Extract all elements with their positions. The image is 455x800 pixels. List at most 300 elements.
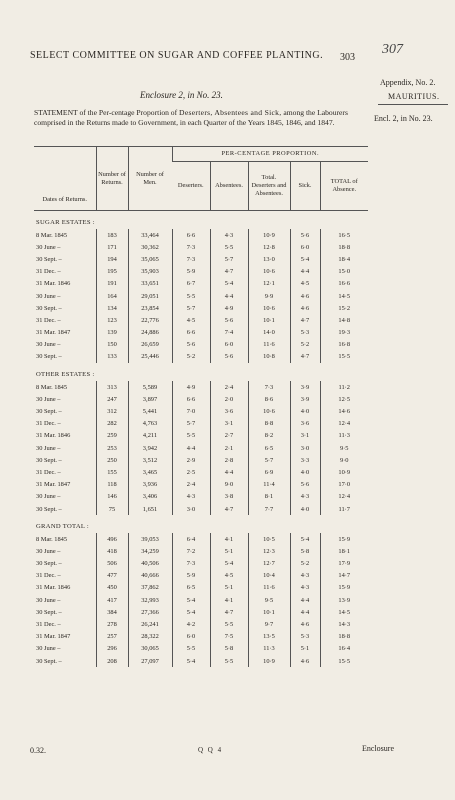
cell-absentees: 5·5 [210,241,248,253]
cell-deserters: 6·6 [172,393,210,405]
cell-sick: 3·9 [290,393,320,405]
cell-deserters: 6·7 [172,278,210,290]
cell-number-returns: 296 [96,643,128,655]
cell-number-men: 5,441 [128,405,172,417]
cell-sick: 5·4 [290,253,320,265]
cell-date: 30 June – [36,493,61,501]
cell-total-da: 10·4 [248,570,290,582]
cell-sick: 4·0 [290,405,320,417]
table-row [34,479,368,491]
table-row [34,302,368,314]
cell-sick: 3·0 [290,442,320,454]
cell-total-absence: 9·0 [320,454,368,466]
cell-number-returns: 312 [96,405,128,417]
table-row [34,241,368,253]
cell-deserters: 5·2 [172,351,210,363]
cell-deserters: 4·4 [172,442,210,454]
cell-number-returns: 123 [96,314,128,326]
cell-deserters: 5·5 [172,643,210,655]
cell-sick: 6·0 [290,241,320,253]
cell-absentees: 5·7 [210,253,248,265]
cell-total-da: 10·8 [248,351,290,363]
section-heading-row [34,515,368,533]
cell-sick: 5·2 [290,558,320,570]
cell-sick: 3·9 [290,381,320,393]
cell-number-returns: 384 [96,606,128,618]
cell-deserters: 6·5 [172,582,210,594]
cell-deserters: 6·0 [172,631,210,643]
cell-total-absence: 14·7 [320,570,368,582]
cell-deserters: 7·3 [172,558,210,570]
cell-date: 31 Dec. – [36,420,61,428]
cell-absentees: 4·4 [210,466,248,478]
cell-number-returns: 417 [96,594,128,606]
cell-number-men: 39,053 [128,533,172,545]
cell-date: 31 Mar. 1847 [36,329,71,337]
table-row [34,327,368,339]
table-row [34,442,368,454]
cell-number-men: 26,659 [128,339,172,351]
cell-total-absence: 15·9 [320,533,368,545]
cell-number-men: 5,589 [128,381,172,393]
percentage-table [34,146,368,667]
cell-date: 8 Mar. 1845 [36,535,68,543]
cell-deserters: 7·2 [172,545,210,557]
cell-number-men: 27,097 [128,655,172,667]
cell-date: 8 Mar. 1845 [36,383,68,391]
cell-total-absence: 18·1 [320,545,368,557]
cell-deserters: 5·4 [172,655,210,667]
table-row [34,381,368,393]
cell-deserters: 5·5 [172,290,210,302]
table-row [34,582,368,594]
cell-total-absence: 15·5 [320,351,368,363]
cell-date: 31 Dec. – [36,468,61,476]
cell-deserters: 7·3 [172,253,210,265]
cell-total-absence: 18·8 [320,631,368,643]
table-row [34,229,368,241]
cell-number-men: 1,651 [128,503,172,515]
cell-date: 31 Dec. – [36,621,61,629]
enclosure-title: Enclosure 2, in No. 23. [140,90,223,100]
cell-absentees: 2·0 [210,393,248,405]
cell-total-da: 11·4 [248,479,290,491]
footer-paper-number: 0.32. [30,746,46,755]
cell-total-absence: 12·4 [320,418,368,430]
cell-absentees: 4·7 [210,503,248,515]
cell-number-men: 35,903 [128,266,172,278]
cell-sick: 5·1 [290,643,320,655]
side-appendix: Appendix, No. 2. [380,78,436,87]
cell-date: 30 Sept. – [36,657,62,665]
cell-total-da: 12·3 [248,545,290,557]
cell-absentees: 9·0 [210,479,248,491]
section-title: OTHER ESTATES : [36,370,95,378]
cell-total-da: 11·3 [248,643,290,655]
cell-total-absence: 15·9 [320,582,368,594]
table-row [34,655,368,667]
cell-number-men: 34,259 [128,545,172,557]
cell-total-da: 11·6 [248,339,290,351]
cell-sick: 5·4 [290,533,320,545]
cell-number-returns: 118 [96,479,128,491]
cell-deserters: 4·3 [172,491,210,503]
cell-date: 31 Mar. 1846 [36,584,71,592]
cell-total-da: 14·0 [248,327,290,339]
cell-absentees: 3·6 [210,405,248,417]
cell-total-da: 11·6 [248,582,290,594]
cell-absentees: 5·6 [210,314,248,326]
section-heading-row [34,211,368,230]
cell-number-returns: 418 [96,545,128,557]
statement-suffix: among the Labourers comprised in the Returns made to Government, in each Quarter of the Years 1845, 1846, and 1847. [34,108,348,127]
cell-total-absence: 14·8 [320,314,368,326]
cell-date: 30 Sept. – [36,608,62,616]
header-total-deserters-absentees: Total. Deserters and Absentees. [248,162,290,211]
cell-number-returns: 450 [96,582,128,594]
cell-number-returns: 253 [96,442,128,454]
cell-total-da: 12·8 [248,241,290,253]
cell-number-men: 4,211 [128,430,172,442]
cell-total-absence: 11·7 [320,503,368,515]
cell-sick: 3·1 [290,430,320,442]
table-row [34,594,368,606]
table-row [34,278,368,290]
cell-absentees: 5·1 [210,582,248,594]
cell-total-absence: 16·5 [320,229,368,241]
cell-deserters: 5·7 [172,418,210,430]
side-enclosure-ref: Encl. 2, in No. 23. [374,114,433,123]
handwritten-page-number: 307 [382,42,403,57]
cell-sick: 4·3 [290,582,320,594]
cell-number-returns: 155 [96,466,128,478]
cell-sick: 4·4 [290,594,320,606]
cell-absentees: 4·7 [210,266,248,278]
cell-deserters: 5·4 [172,594,210,606]
cell-date: 30 Sept. – [36,353,62,361]
table-row [34,533,368,545]
cell-total-absence: 15·5 [320,655,368,667]
cell-number-men: 4,763 [128,418,172,430]
table-row [34,570,368,582]
side-divider [378,104,448,105]
cell-total-absence: 19·3 [320,327,368,339]
cell-total-absence: 17·9 [320,558,368,570]
cell-total-absence: 18·8 [320,241,368,253]
cell-number-returns: 257 [96,631,128,643]
cell-number-returns: 194 [96,253,128,265]
cell-total-da: 8·1 [248,491,290,503]
cell-deserters: 4·5 [172,314,210,326]
table-body [34,211,368,668]
cell-absentees: 2·4 [210,381,248,393]
section-title: GRAND TOTAL : [36,522,90,530]
cell-total-da: 9·9 [248,290,290,302]
cell-sick: 4·7 [290,314,320,326]
header-deserters: Deserters. [172,162,210,211]
cell-total-da: 10·6 [248,302,290,314]
footer-signature-mark: Q Q 4 [198,746,223,754]
table-row [34,266,368,278]
header-number-men: Number of Men. [128,147,172,211]
cell-total-absence: 14·3 [320,618,368,630]
cell-total-absence: 12·4 [320,491,368,503]
cell-sick: 4·0 [290,466,320,478]
cell-date: 31 Mar. 1846 [36,280,71,288]
cell-number-returns: 250 [96,454,128,466]
statement-categories: Deserters, Absentees and Sick, [179,108,282,117]
table-row [34,393,368,405]
cell-total-da: 9·7 [248,618,290,630]
cell-date: 30 Sept. – [36,408,62,416]
cell-absentees: 4·7 [210,606,248,618]
table-row [34,454,368,466]
cell-date: 30 June – [36,292,61,300]
cell-number-men: 23,854 [128,302,172,314]
table-row [34,491,368,503]
cell-number-returns: 477 [96,570,128,582]
cell-sick: 4·4 [290,266,320,278]
cell-number-men: 3,897 [128,393,172,405]
cell-total-absence: 15·0 [320,266,368,278]
cell-number-returns: 247 [96,393,128,405]
cell-sick: 4·6 [290,290,320,302]
cell-total-absence: 14·6 [320,405,368,417]
cell-number-men: 28,322 [128,631,172,643]
cell-sick: 4·6 [290,618,320,630]
cell-number-returns: 506 [96,558,128,570]
cell-number-men: 29,051 [128,290,172,302]
table-row [34,339,368,351]
cell-number-returns: 282 [96,418,128,430]
cell-sick: 4·6 [290,302,320,314]
cell-deserters: 5·9 [172,570,210,582]
cell-total-absence: 12·5 [320,393,368,405]
cell-total-da: 10·6 [248,266,290,278]
cell-number-returns: 183 [96,229,128,241]
cell-absentees: 4·1 [210,533,248,545]
cell-number-returns: 278 [96,618,128,630]
cell-total-da: 10·9 [248,655,290,667]
cell-number-returns: 164 [96,290,128,302]
cell-sick: 4·0 [290,503,320,515]
cell-number-men: 3,406 [128,491,172,503]
cell-sick: 4·3 [290,491,320,503]
cell-deserters: 2·9 [172,454,210,466]
cell-number-men: 32,993 [128,594,172,606]
cell-sick: 4·5 [290,278,320,290]
cell-total-absence: 17·0 [320,479,368,491]
cell-total-da: 10·5 [248,533,290,545]
cell-total-da: 6·5 [248,442,290,454]
table-row [34,351,368,363]
cell-number-men: 3,936 [128,479,172,491]
cell-total-da: 7·7 [248,503,290,515]
cell-absentees: 4·1 [210,594,248,606]
cell-deserters: 6·4 [172,533,210,545]
cell-sick: 4·6 [290,655,320,667]
cell-sick: 5·3 [290,631,320,643]
cell-deserters: 5·6 [172,339,210,351]
cell-sick: 5·3 [290,327,320,339]
cell-absentees: 2·8 [210,454,248,466]
cell-total-da: 10·9 [248,229,290,241]
cell-date: 30 June – [36,596,61,604]
cell-date: 30 June – [36,444,61,452]
cell-absentees: 5·5 [210,618,248,630]
cell-total-da: 12·7 [248,558,290,570]
cell-total-da: 8·8 [248,418,290,430]
cell-number-men: 24,886 [128,327,172,339]
cell-absentees: 4·9 [210,302,248,314]
cell-deserters: 7·0 [172,405,210,417]
cell-absentees: 4·3 [210,229,248,241]
cell-number-returns: 139 [96,327,128,339]
cell-number-men: 33,651 [128,278,172,290]
cell-number-returns: 171 [96,241,128,253]
cell-deserters: 5·5 [172,430,210,442]
cell-absentees: 2·1 [210,442,248,454]
cell-total-absence: 18·4 [320,253,368,265]
cell-total-absence: 11·3 [320,430,368,442]
cell-date: 8 Mar. 1845 [36,231,68,239]
cell-number-men: 3,465 [128,466,172,478]
cell-number-returns: 134 [96,302,128,314]
cell-sick: 5·8 [290,545,320,557]
table-row [34,466,368,478]
table-row [34,545,368,557]
cell-number-returns: 150 [96,339,128,351]
cell-number-returns: 313 [96,381,128,393]
cell-total-absence: 16·8 [320,339,368,351]
cell-total-absence: 14·5 [320,290,368,302]
cell-date: 30 June – [36,645,61,653]
table-row [34,618,368,630]
cell-total-absence: 10·9 [320,466,368,478]
cell-deserters: 6·6 [172,229,210,241]
cell-absentees: 5·5 [210,655,248,667]
cell-sick: 4·3 [290,570,320,582]
cell-number-men: 25,446 [128,351,172,363]
cell-number-men: 37,862 [128,582,172,594]
cell-absentees: 7·4 [210,327,248,339]
cell-absentees: 5·6 [210,351,248,363]
cell-date: 30 June – [36,395,61,403]
cell-number-men: 27,366 [128,606,172,618]
page-number: 303 [340,52,355,63]
cell-deserters: 2·5 [172,466,210,478]
cell-absentees: 3·1 [210,418,248,430]
cell-number-men: 30,362 [128,241,172,253]
cell-sick: 3·6 [290,418,320,430]
statement-heading [34,108,366,128]
cell-deserters: 4·2 [172,618,210,630]
cell-number-returns: 208 [96,655,128,667]
cell-absentees: 5·4 [210,558,248,570]
cell-date: 30 Sept. – [36,560,62,568]
cell-absentees: 4·5 [210,570,248,582]
table-row [34,503,368,515]
cell-total-absence: 16·4 [320,643,368,655]
cell-total-absence: 9·5 [320,442,368,454]
header-number-returns: Number of Returns. [96,147,128,211]
cell-absentees: 7·5 [210,631,248,643]
cell-sick: 5·2 [290,339,320,351]
cell-date: 31 Dec. – [36,268,61,276]
table-row [34,290,368,302]
cell-deserters: 5·4 [172,606,210,618]
cell-number-returns: 146 [96,491,128,503]
cell-absentees: 3·8 [210,491,248,503]
cell-total-absence: 15·2 [320,302,368,314]
header-date: Dates of Returns. [34,147,96,211]
cell-total-da: 8·2 [248,430,290,442]
table-row [34,631,368,643]
cell-date: 30 June – [36,341,61,349]
cell-total-da: 10·1 [248,606,290,618]
cell-total-da: 13·5 [248,631,290,643]
cell-date: 31 Dec. – [36,316,61,324]
cell-sick: 4·7 [290,351,320,363]
cell-sick: 5·6 [290,479,320,491]
table-row [34,558,368,570]
header-sick: Sick. [290,162,320,211]
cell-number-men: 35,065 [128,253,172,265]
header-total-absence: TOTAL of Absence. [320,162,368,211]
cell-total-da: 10·1 [248,314,290,326]
cell-absentees: 2·7 [210,430,248,442]
cell-number-men: 22,776 [128,314,172,326]
cell-sick: 5·6 [290,229,320,241]
table-row [34,606,368,618]
table-row [34,418,368,430]
cell-number-returns: 496 [96,533,128,545]
cell-date: 31 Mar. 1847 [36,633,71,641]
cell-deserters: 2·4 [172,479,210,491]
cell-date: 31 Mar. 1846 [36,432,71,440]
cell-total-absence: 13·9 [320,594,368,606]
cell-total-absence: 16·6 [320,278,368,290]
cell-number-returns: 133 [96,351,128,363]
cell-date: 31 Mar. 1847 [36,481,71,489]
cell-date: 30 June – [36,243,61,251]
cell-number-men: 40,666 [128,570,172,582]
cell-number-returns: 195 [96,266,128,278]
cell-absentees: 4·4 [210,290,248,302]
cell-total-absence: 14·5 [320,606,368,618]
cell-absentees: 5·8 [210,643,248,655]
cell-number-returns: 191 [96,278,128,290]
cell-total-da: 5·7 [248,454,290,466]
cell-total-da: 13·0 [248,253,290,265]
header-absentees: Absentees. [210,162,248,211]
cell-deserters: 4·9 [172,381,210,393]
cell-deserters: 6·6 [172,327,210,339]
side-colony: MAURITIUS. [388,92,440,101]
running-header: SELECT COMMITTEE ON SUGAR AND COFFEE PLANTING. [30,50,324,61]
cell-total-da: 8·6 [248,393,290,405]
cell-total-da: 9·5 [248,594,290,606]
cell-number-men: 3,512 [128,454,172,466]
cell-deserters: 3·0 [172,503,210,515]
cell-date: 31 Dec. – [36,572,61,580]
cell-date: 30 June – [36,547,61,555]
cell-date: 30 Sept. – [36,456,62,464]
cell-sick: 4·4 [290,606,320,618]
cell-sick: 3·3 [290,454,320,466]
table-row [34,314,368,326]
table-row [34,253,368,265]
